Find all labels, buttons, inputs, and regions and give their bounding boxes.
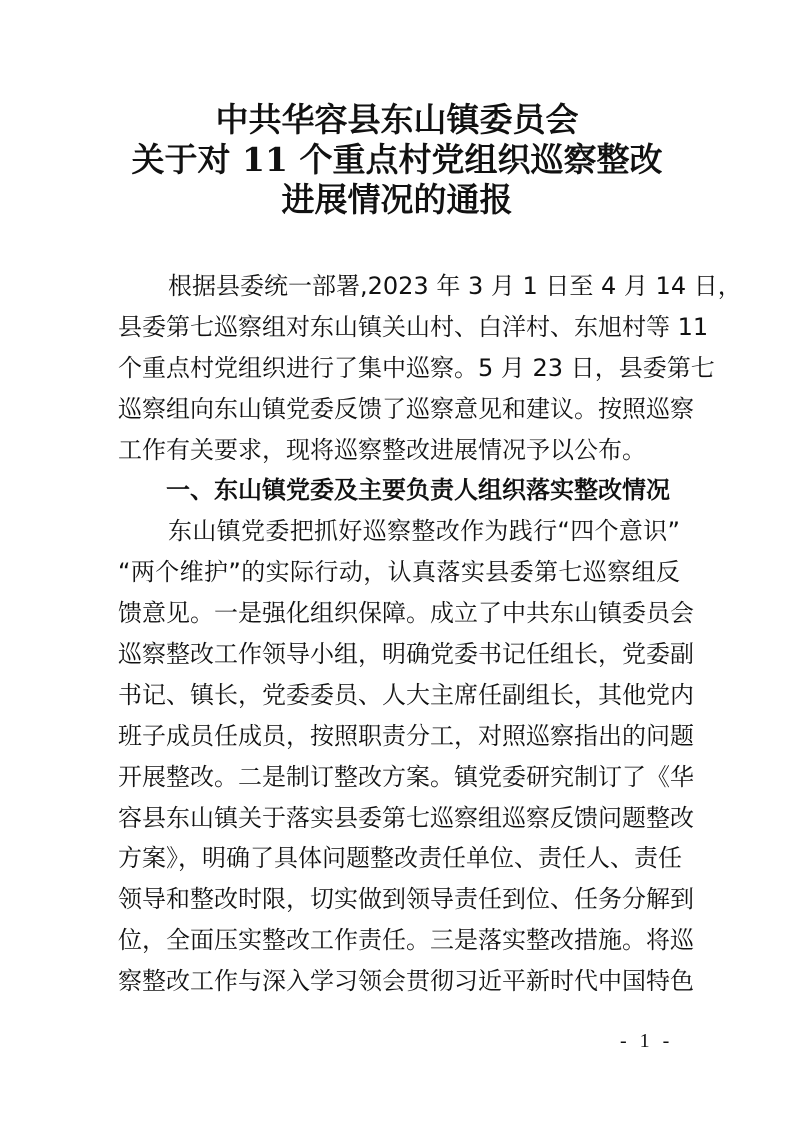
body-text-line: 根据县委统一部署,2023 年 3 月 1 日至 4 月 14 日， xyxy=(168,272,742,300)
body-text-line: 位，全面压实整改工作责任。三是落实整改措施。将巡 xyxy=(118,926,694,955)
body-text-line: 巡察组向东山镇党委反馈了巡察意见和建议。按照巡察 xyxy=(118,394,694,423)
body-text-line: 县委第七巡察组对东山镇关山村、白洋村、东旭村等 11 xyxy=(118,312,709,341)
body-text-line: 察整改工作与深入学习领会贯彻习近平新时代中国特色 xyxy=(118,967,694,996)
body-text-line: 班子成员任成员，按照职责分工，对照巡察指出的问题 xyxy=(118,721,694,750)
page-number: - 1 - xyxy=(620,1030,674,1052)
body-text-line: 巡察整改工作领导小组，明确党委书记任组长，党委副 xyxy=(118,640,694,669)
body-text-line: 个重点村党组织进行了集中巡察。5 月 23 日，县委第七 xyxy=(118,353,715,382)
body-text-line: 容县东山镇关于落实县委第七巡察组巡察反馈问题整改 xyxy=(118,803,694,832)
document-title-line-3: 进展情况的通报 xyxy=(281,180,513,219)
section-heading: 一、东山镇党委及主要负责人组织落实整改情况 xyxy=(166,476,670,505)
document-body xyxy=(118,266,742,1002)
body-text-line: 领导和整改时限，切实做到领导责任到位、任务分解到 xyxy=(118,885,694,914)
body-text-line: 书记、镇长，党委委员、人大主席任副组长，其他党内 xyxy=(118,680,694,709)
document-title-line-2: 关于对 11 个重点村党组织巡察整改 xyxy=(131,140,663,179)
body-text-line: 东山镇党委把抓好巡察整改作为践行“四个意识” xyxy=(168,517,680,546)
body-text-line: 馈意见。一是强化组织保障。成立了中共东山镇委员会 xyxy=(118,599,694,628)
body-text-line: 工作有关要求，现将巡察整改进展情况予以公布。 xyxy=(118,435,646,464)
body-text-line: 开展整改。二是制订整改方案。镇党委研究制订了《华 xyxy=(118,762,694,791)
body-text-line: “两个维护”的实际行动，认真落实县委第七巡察组反 xyxy=(118,558,680,587)
body-text-line: 方案》，明确了具体问题整改责任单位、责任人、责任 xyxy=(118,844,682,873)
document-title-line-1: 中共华容县东山镇委员会 xyxy=(215,100,579,139)
